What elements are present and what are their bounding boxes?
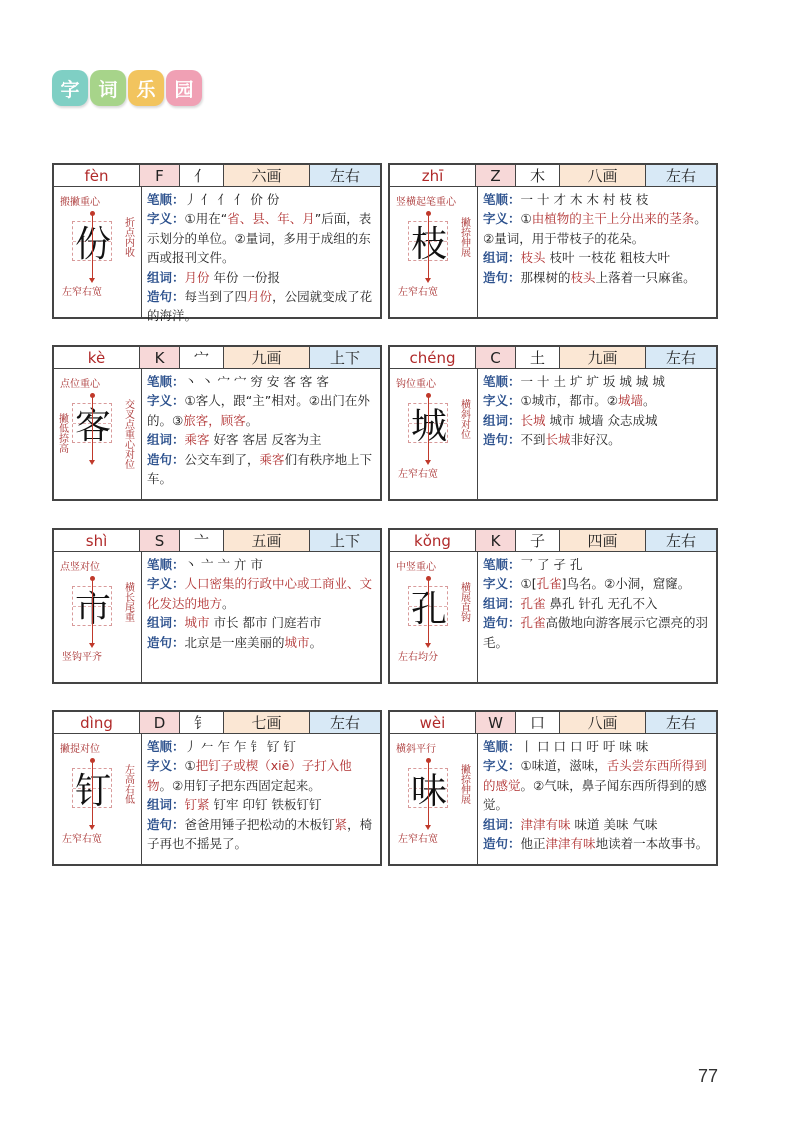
sentence-row: 造句：他正津津有味地读着一本故事书。 (483, 835, 709, 851)
center-dot (90, 576, 95, 581)
character: 客 (74, 405, 111, 447)
note-bottom: 左窄右宽 (398, 834, 438, 845)
center-guide-line (428, 213, 429, 279)
character-info (142, 734, 380, 864)
index-letter: C (476, 347, 516, 368)
char-card (388, 345, 718, 501)
sentence-row: 造句：北京是一座美丽的城市。 (147, 634, 323, 650)
structure: 左右 (646, 165, 716, 186)
sentence-row: 造句：孔雀高傲地向游客展示它漂亮的羽毛。 (483, 615, 709, 650)
meaning-row: 字义：①客人，跟“主”相对。②出门在外的。③旅客，顾客。 (147, 393, 370, 428)
stroke-order-row: 笔顺：乛 了 孑 孔 (483, 557, 583, 572)
sentence-row: 造句：那棵树的枝头上落着一只麻雀。 (483, 269, 696, 285)
title-char-4: 园 (166, 70, 202, 106)
note-top: 横斜平行 (396, 744, 436, 755)
page-number: 77 (698, 1066, 719, 1086)
radical: 木 (516, 165, 560, 186)
pinyin: shì (54, 530, 140, 551)
char-card (52, 163, 382, 324)
radical: 亠 (180, 530, 224, 551)
index-letter: Z (476, 165, 516, 186)
index-letter: K (476, 530, 516, 551)
stroke-count: 六画 (224, 165, 310, 186)
pinyin: wèi (390, 712, 476, 733)
center-guide-line (428, 760, 429, 826)
stroke-order-row: 笔顺：丶 丶 宀 宀 穷 安 客 客 客 (147, 374, 329, 389)
section-title (52, 70, 202, 106)
character: 市 (74, 588, 111, 630)
character: 份 (74, 223, 111, 265)
meaning-row: 字义：①[孔雀]鸟名。②小洞，窟窿。 (483, 576, 691, 592)
note-top: 撇提对位 (60, 744, 100, 755)
char-card (52, 345, 382, 501)
card-header (390, 347, 716, 369)
sentence-row: 造句：爸爸用锤子把松动的木板钉紧，椅子再也不摇晃了。 (147, 816, 373, 851)
center-guide-line (92, 213, 93, 279)
note-top: 中竖重心 (396, 562, 436, 573)
character-info (142, 552, 380, 682)
stroke-order-row: 笔顺：一 十 土 圹 圹 坂 城 城 城 (483, 374, 665, 389)
char-card (52, 710, 382, 866)
structure: 左右 (646, 347, 716, 368)
note-top: 点竖对位 (60, 562, 100, 573)
card-header (54, 165, 380, 187)
stroke-order: 一 十 土 圹 圹 坂 城 城 城 (520, 374, 665, 389)
note-bottom: 左窄右宽 (398, 287, 438, 298)
card-body (390, 369, 716, 499)
stroke-order-row: 笔顺：丶 亠 亠 亣 市 (147, 557, 263, 572)
pinyin: fèn (54, 165, 140, 186)
character: 味 (410, 770, 447, 812)
title-char-1: 字 (52, 70, 88, 106)
words-row: 组词：乘客 好客 客居 反客为主 (147, 432, 322, 448)
stroke-count: 九画 (560, 347, 646, 368)
character: 钉 (74, 770, 111, 812)
note-bottom: 竖钩平齐 (62, 652, 102, 663)
stroke-order: 丿 亻 亻 亻 价 份 (184, 192, 280, 207)
meaning-row: 字义：①由植物的主干上分出来的茎条。②量词，用于带枝子的花朵。 (483, 211, 707, 246)
note-top: 点位重心 (60, 379, 100, 390)
words-row: 组词：钉紧 钉牢 印钉 铁板钉钉 (147, 797, 322, 813)
structure: 左右 (310, 712, 380, 733)
center-dot (426, 576, 431, 581)
center-guide-line (428, 395, 429, 461)
meaning-row: 字义：①城市，都市。②城墙。 (483, 393, 656, 409)
index-letter: K (140, 347, 180, 368)
character: 枝 (410, 223, 447, 265)
radical: 宀 (180, 347, 224, 368)
note-top: 钩位重心 (396, 379, 436, 390)
note-bottom: 左窄右宽 (62, 287, 102, 298)
character-panel (390, 369, 478, 499)
char-card (388, 163, 718, 319)
stroke-order-row: 笔顺：丨 口 口 口 吁 吁 味 味 (483, 739, 649, 754)
note-side: 横斜对位 (458, 399, 470, 439)
index-letter: W (476, 712, 516, 733)
note-top: 竖横起笔重心 (396, 197, 456, 208)
words-row: 组词：城市 市长 都市 门庭若市 (147, 615, 322, 631)
radical: 口 (516, 712, 560, 733)
structure: 上下 (310, 530, 380, 551)
character-info (478, 552, 716, 682)
stroke-order: 乛 了 孑 孔 (520, 557, 583, 572)
center-dot (90, 211, 95, 216)
character-panel (54, 187, 142, 317)
card-body (54, 187, 380, 324)
stroke-count: 五画 (224, 530, 310, 551)
words-row: 组词：长城 城市 城墙 众志成城 (483, 412, 658, 428)
radical: 子 (516, 530, 560, 551)
words-row: 组词：月份 年份 一份报 (147, 269, 280, 285)
card-body (390, 187, 716, 317)
stroke-order-row: 笔顺：丿 𠂉 乍 乍 钅 钌 钉 (147, 739, 296, 754)
stroke-count: 八画 (560, 165, 646, 186)
card-body (54, 734, 380, 864)
card-header (54, 530, 380, 552)
stroke-count: 九画 (224, 347, 310, 368)
stroke-order: 丨 口 口 口 吁 吁 味 味 (520, 739, 649, 754)
pinyin: zhī (390, 165, 476, 186)
char-card (388, 528, 718, 684)
card-header (390, 712, 716, 734)
sentence-row: 造句：不到长城非好汉。 (483, 432, 621, 448)
card-body (390, 734, 716, 864)
character-info (142, 369, 380, 499)
stroke-order-row: 笔顺：丿 亻 亻 亻 价 份 (147, 192, 280, 207)
title-char-2: 词 (90, 70, 126, 106)
character-panel (390, 552, 478, 682)
stroke-order: 丶 丶 宀 宀 穷 安 客 客 客 (184, 374, 329, 389)
character-panel (54, 552, 142, 682)
radical: 亻 (180, 165, 224, 186)
card-header (390, 165, 716, 187)
character-info (478, 369, 716, 499)
center-guide-line (92, 760, 93, 826)
card-header (390, 530, 716, 552)
pinyin: dìng (54, 712, 140, 733)
char-card (388, 710, 718, 866)
note-bottom: 左窄右宽 (62, 834, 102, 845)
stroke-order-row: 笔顺：一 十 才 木 木 村 枝 枝 (483, 192, 649, 207)
character-info (478, 734, 716, 864)
meaning-row: 字义：①用在“省、县、年、月”后面，表示划分的单位。②量词，多用于成组的东西或报刊文件。 (147, 211, 372, 266)
pinyin: kè (54, 347, 140, 368)
stroke-order: 一 十 才 木 木 村 枝 枝 (520, 192, 649, 207)
note-side: 撇捺伸展 (458, 764, 470, 804)
center-guide-line (92, 578, 93, 644)
character: 城 (410, 405, 447, 447)
center-guide-line (92, 395, 93, 461)
sentence-row: 造句：公交车到了，乘客们有秩序地上下车。 (147, 451, 373, 486)
words-row: 组词：枝头 枝叶 一枝花 粗枝大叶 (483, 250, 670, 266)
structure: 左右 (646, 712, 716, 733)
structure: 左右 (310, 165, 380, 186)
index-letter: D (140, 712, 180, 733)
stroke-count: 八画 (560, 712, 646, 733)
stroke-order: 丿 𠂉 乍 乍 钅 钌 钉 (184, 739, 296, 754)
meaning-row: 字义：①把钉子或楔（xiē）子打入他物。②用钉子把东西固定起来。 (147, 758, 352, 793)
radical: 钅 (180, 712, 224, 733)
note-bottom: 左窄右宽 (398, 469, 438, 480)
character-panel (390, 187, 478, 317)
note-side: 撇捺伸展 (458, 217, 470, 257)
sentence-row: 造句：每当到了四月份，公园就变成了花的海洋。 (147, 288, 373, 324)
note-bottom: 左右均分 (398, 652, 438, 663)
meaning-row: 字义：①味道，滋味，舌头尝东西所得到的感觉。②气味，鼻子闻东西所得到的感觉。 (483, 758, 707, 813)
center-dot (426, 211, 431, 216)
note-side: 左高右低 (122, 764, 134, 804)
card-header (54, 712, 380, 734)
note-side: 折点内收 (122, 217, 134, 257)
title-char-3: 乐 (128, 70, 164, 106)
character: 孔 (410, 588, 447, 630)
center-dot (90, 758, 95, 763)
stroke-order: 丶 亠 亠 亣 市 (184, 557, 263, 572)
structure: 左右 (646, 530, 716, 551)
character-panel (390, 734, 478, 864)
index-letter: S (140, 530, 180, 551)
character-panel (54, 369, 142, 499)
center-dot (426, 758, 431, 763)
card-body (54, 369, 380, 499)
pinyin: kǒng (390, 530, 476, 551)
index-letter: F (140, 165, 180, 186)
character-info (478, 187, 716, 317)
note-side: 交叉点重心对位 (122, 399, 134, 469)
stroke-count: 四画 (560, 530, 646, 551)
meaning-row: 字义：人口密集的行政中心或工商业、文化发达的地方。 (147, 576, 373, 611)
note-left: 撇低捺高 (56, 413, 68, 453)
center-guide-line (428, 578, 429, 644)
words-row: 组词：孔雀 鼻孔 针孔 无孔不入 (483, 595, 658, 611)
pinyin: chéng (390, 347, 476, 368)
character-info (142, 187, 380, 324)
char-card (52, 528, 382, 684)
character-panel (54, 734, 142, 864)
note-side: 横长尾重 (122, 582, 134, 622)
card-header (54, 347, 380, 369)
card-body (54, 552, 380, 682)
note-side: 横展直钩 (458, 582, 470, 622)
card-body (390, 552, 716, 682)
radical: 土 (516, 347, 560, 368)
stroke-count: 七画 (224, 712, 310, 733)
note-top: 搬撇重心 (60, 197, 100, 208)
center-dot (90, 393, 95, 398)
structure: 上下 (310, 347, 380, 368)
center-dot (426, 393, 431, 398)
words-row: 组词：津津有味 味道 美味 气味 (483, 816, 658, 832)
